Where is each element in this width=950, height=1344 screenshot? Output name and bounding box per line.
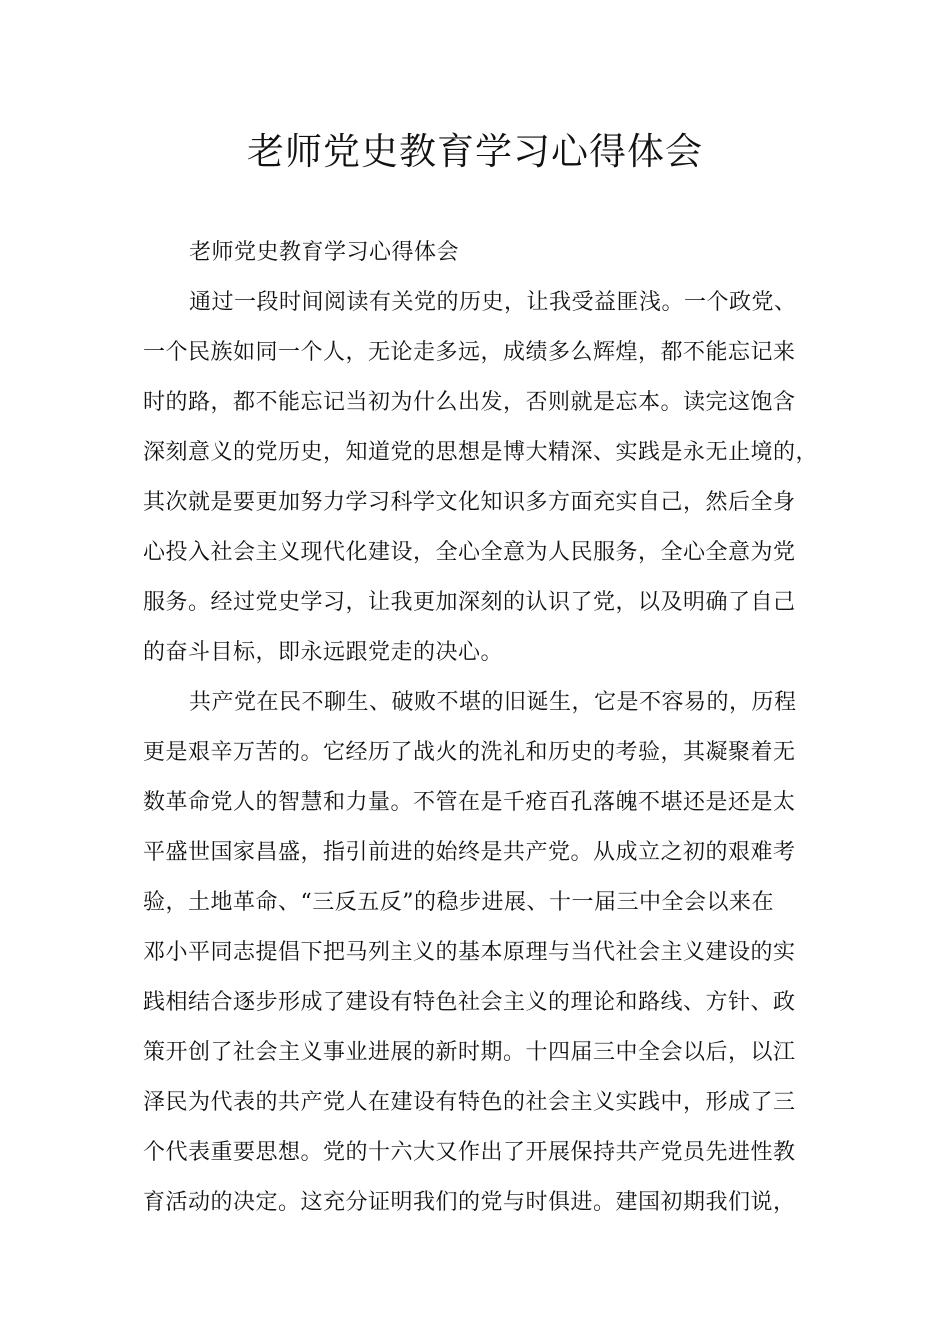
paragraph-line: 共产党在民不聊生、破败不堪的旧诞生，它是不容易的，历程 — [189, 690, 797, 715]
paragraph-line: 平盛世国家昌盛，指引前进的始终是共产党。从成立之初的艰难考 — [143, 840, 796, 865]
document-title: 老师党史教育学习心得体会 — [247, 130, 703, 173]
paragraph-line: 数革命党人的智慧和力量。不管在是千疮百孔落魄不堪还是还是太 — [143, 790, 796, 815]
paragraph-line: 更是艰辛万苦的。它经历了战火的洗礼和历史的考验，其凝聚着无 — [143, 740, 796, 765]
document-subtitle: 老师党史教育学习心得体会 — [189, 240, 460, 265]
document-body — [143, 228, 823, 1228]
paragraph-line: 验，土地革命、“三反五反”的稳步进展、十一届三中全会以来在 — [143, 890, 774, 915]
paragraph-line: 心投入社会主义现代化建设，全心全意为人民服务，全心全意为党 — [143, 540, 796, 565]
paragraph-line: 泽民为代表的共产党人在建设有特色的社会主义实践中，形成了三 — [143, 1090, 796, 1115]
paragraph-line: 践相结合逐步形成了建设有特色社会主义的理论和路线、方针、政 — [143, 990, 796, 1015]
paragraph-line: 时的路，都不能忘记当初为什么出发，否则就是忘本。读完这饱含 — [143, 390, 796, 415]
paragraph-line: 通过一段时间阅读有关党的历史，让我受益匪浅。一个政党、 — [189, 290, 797, 315]
paragraph-line: 其次就是要更加努力学习科学文化知识多方面充实自己，然后全身 — [143, 490, 796, 515]
paragraph-line: 的奋斗目标，即永远跟党走的决心。 — [143, 640, 504, 665]
paragraph-line: 一个民族如同一个人，无论走多远，成绩多么辉煌，都不能忘记来 — [143, 340, 796, 365]
paragraph-1 — [143, 278, 823, 678]
paragraph-line: 邓小平同志提倡下把马列主义的基本原理与当代社会主义建设的实 — [143, 940, 796, 965]
paragraph-2 — [143, 678, 823, 1228]
paragraph-line: 服务。经过党史学习，让我更加深刻的认识了党，以及明确了自己 — [143, 590, 796, 615]
paragraph-line: 深刻意义的党历史，知道党的思想是博大精深、实践是永无止境的， — [143, 440, 819, 465]
paragraph-line: 育活动的决定。这充分证明我们的党与时俱进。建国初期我们说， — [143, 1190, 796, 1215]
paragraph-line: 策开创了社会主义事业进展的新时期。十四届三中全会以后，以江 — [143, 1040, 796, 1065]
paragraph-line: 个代表重要思想。党的十六大又作出了开展保持共产党员先进性教 — [143, 1140, 796, 1165]
